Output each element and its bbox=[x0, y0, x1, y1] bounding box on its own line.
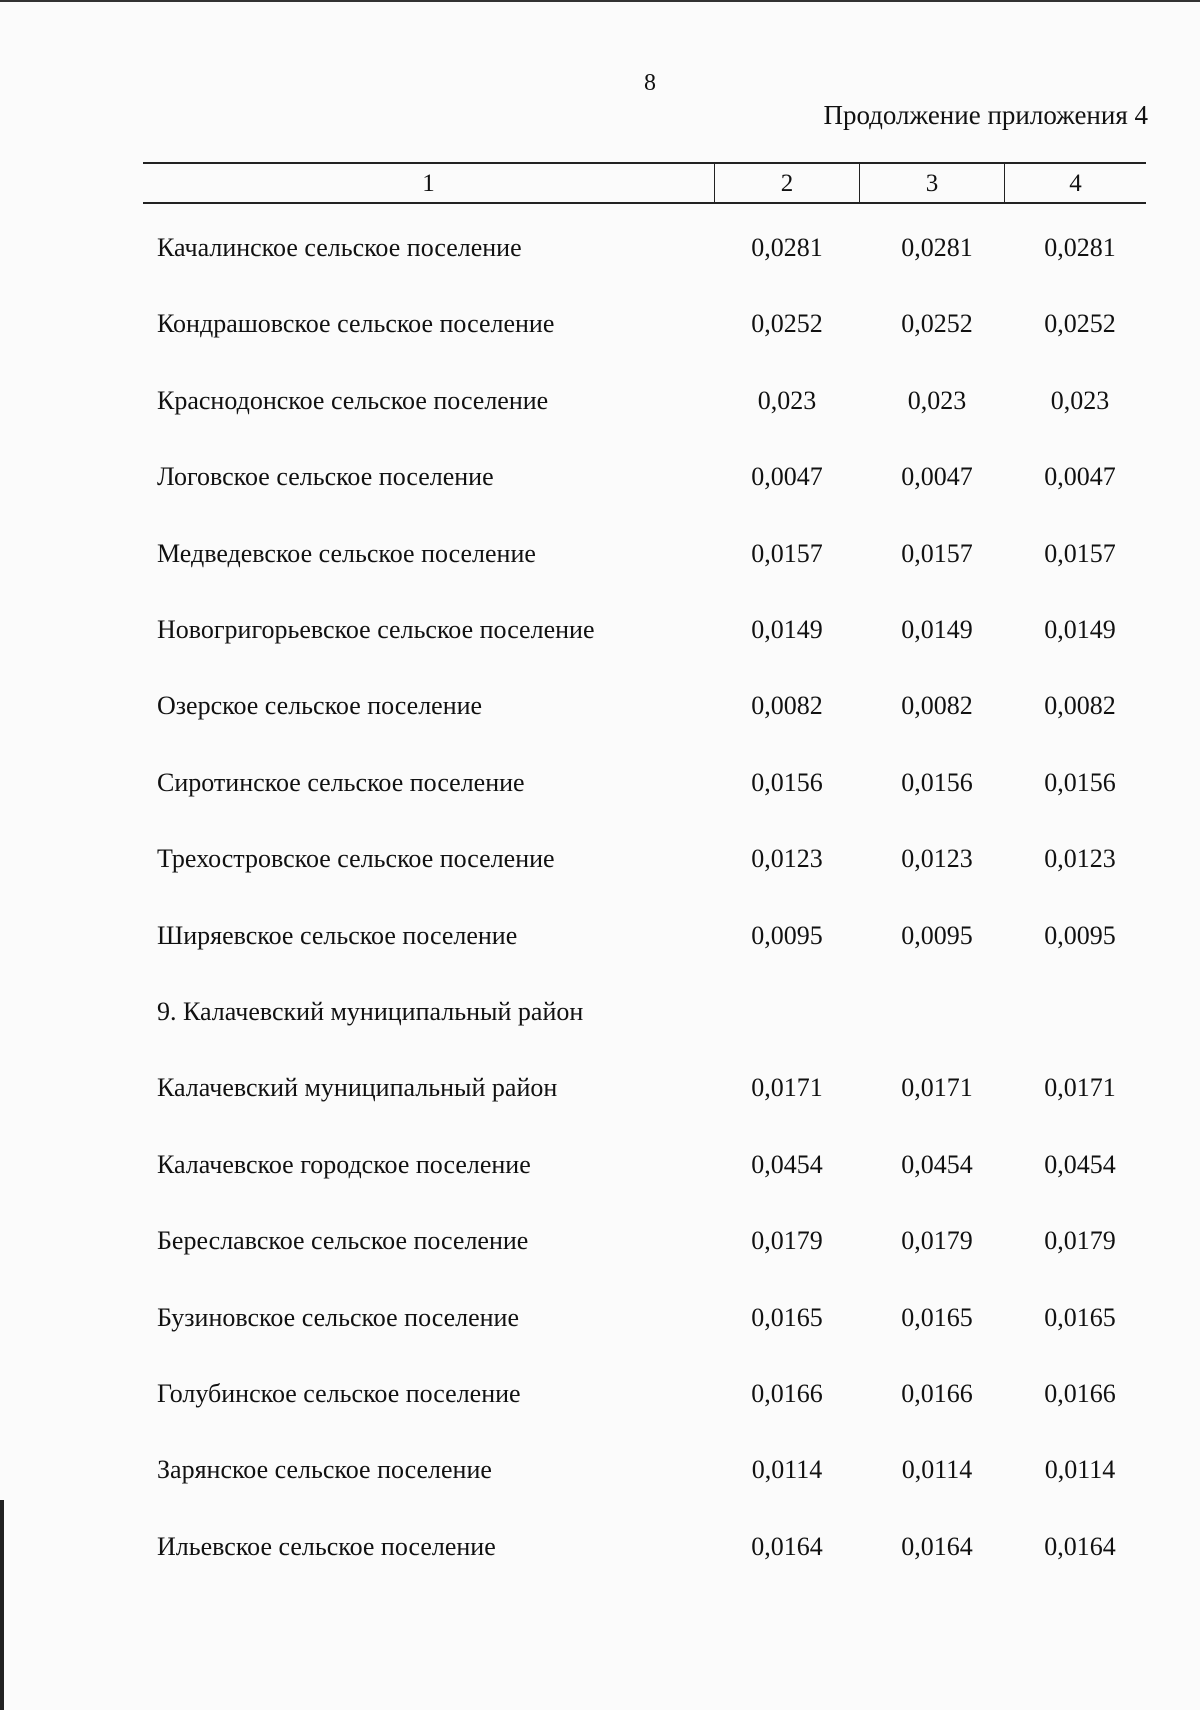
row-value-col-4: 0,0047 bbox=[1044, 462, 1116, 491]
table-row bbox=[0, 1150, 1200, 1190]
row-name: Озерское сельское поселение bbox=[157, 691, 483, 720]
row-name: Бузиновское сельское поселение bbox=[157, 1303, 519, 1332]
table-row bbox=[0, 691, 1200, 731]
table-row bbox=[0, 1532, 1200, 1572]
row-value-col-4: 0,0179 bbox=[1044, 1226, 1116, 1255]
row-value-col-2: 0,0166 bbox=[751, 1379, 823, 1408]
row-name: Ильевское сельское поселение bbox=[157, 1532, 496, 1561]
row-value-col-2: 0,0165 bbox=[751, 1303, 823, 1332]
row-value-col-4: 0,0281 bbox=[1044, 233, 1116, 262]
row-value-col-3: 0,0164 bbox=[901, 1532, 973, 1561]
table-row bbox=[0, 1303, 1200, 1343]
row-name: 9. Калачевский муниципальный район bbox=[157, 997, 584, 1026]
table-row bbox=[0, 462, 1200, 502]
row-name: Калачевское городское поселение bbox=[157, 1150, 531, 1179]
row-name: Зарянское сельское поселение bbox=[157, 1455, 492, 1484]
row-name: Трехостровское сельское поселение bbox=[157, 844, 555, 873]
table-header-col-3: 3 bbox=[860, 164, 1005, 202]
row-name: Качалинское сельское поселение bbox=[157, 233, 522, 262]
row-name: Ширяевское сельское поселение bbox=[157, 921, 518, 950]
row-value-col-4: 0,023 bbox=[1050, 386, 1110, 415]
table-row bbox=[0, 768, 1200, 808]
row-name: Береславское сельское поселение bbox=[157, 1226, 529, 1255]
row-value-col-3: 0,0179 bbox=[901, 1226, 973, 1255]
row-name: Сиротинское сельское поселение bbox=[157, 768, 525, 797]
row-value-col-2: 0,0281 bbox=[751, 233, 823, 262]
table-row bbox=[0, 1073, 1200, 1113]
table-row bbox=[0, 1455, 1200, 1495]
row-value-col-2: 0,0047 bbox=[751, 462, 823, 491]
row-value-col-3: 0,0095 bbox=[901, 921, 973, 950]
row-value-col-2: 0,0114 bbox=[751, 1455, 823, 1484]
row-value-col-3: 0,0157 bbox=[901, 539, 973, 568]
row-name: Краснодонское сельское поселение bbox=[157, 386, 549, 415]
row-value-col-3: 0,0165 bbox=[901, 1303, 973, 1332]
row-value-col-2: 0,0156 bbox=[751, 768, 823, 797]
row-value-col-3: 0,0149 bbox=[901, 615, 973, 644]
row-name: Медведевское сельское поселение bbox=[157, 539, 536, 568]
row-value-col-4: 0,0454 bbox=[1044, 1150, 1116, 1179]
row-value-col-4: 0,0149 bbox=[1044, 615, 1116, 644]
page-number: 8 bbox=[644, 70, 656, 96]
row-value-col-4: 0,0114 bbox=[1044, 1455, 1116, 1484]
row-value-col-2: 0,0157 bbox=[751, 539, 823, 568]
row-name: Логовское сельское поселение bbox=[157, 462, 494, 491]
row-name: Кондрашовское сельское поселение bbox=[157, 309, 555, 338]
table-row bbox=[0, 921, 1200, 961]
table-row bbox=[0, 386, 1200, 426]
row-value-col-4: 0,0164 bbox=[1044, 1532, 1116, 1561]
row-value-col-3: 0,0281 bbox=[901, 233, 973, 262]
scan-left-edge bbox=[0, 1500, 4, 1710]
row-value-col-2: 0,0082 bbox=[751, 691, 823, 720]
row-name: Калачевский муниципальный район bbox=[157, 1073, 558, 1102]
table-row bbox=[0, 615, 1200, 655]
row-name: Голубинское сельское поселение bbox=[157, 1379, 521, 1408]
row-value-col-4: 0,0166 bbox=[1044, 1379, 1116, 1408]
row-value-col-2: 0,0149 bbox=[751, 615, 823, 644]
row-value-col-3: 0,0171 bbox=[901, 1073, 973, 1102]
table-row bbox=[0, 233, 1200, 273]
row-value-col-4: 0,0157 bbox=[1044, 539, 1116, 568]
row-value-col-4: 0,0171 bbox=[1044, 1073, 1116, 1102]
row-value-col-3: 0,0252 bbox=[901, 309, 973, 338]
row-value-col-3: 0,0123 bbox=[901, 844, 973, 873]
row-value-col-3: 0,0156 bbox=[901, 768, 973, 797]
row-value-col-3: 0,0166 bbox=[901, 1379, 973, 1408]
table-row bbox=[0, 309, 1200, 349]
table-row bbox=[0, 997, 1200, 1037]
row-name: Новогригорьевское сельское поселение bbox=[157, 615, 595, 644]
row-value-col-3: 0,0047 bbox=[901, 462, 973, 491]
appendix-continuation-note: Продолжение приложения 4 bbox=[823, 100, 1148, 130]
row-value-col-3: 0,0114 bbox=[901, 1455, 973, 1484]
row-value-col-2: 0,0095 bbox=[751, 921, 823, 950]
row-value-col-2: 0,0171 bbox=[751, 1073, 823, 1102]
row-value-col-3: 0,0454 bbox=[901, 1150, 973, 1179]
row-value-col-2: 0,0252 bbox=[751, 309, 823, 338]
row-value-col-4: 0,0095 bbox=[1044, 921, 1116, 950]
row-value-col-2: 0,0123 bbox=[751, 844, 823, 873]
table-header-col-2: 2 bbox=[715, 164, 860, 202]
table-row bbox=[0, 1226, 1200, 1266]
table-header-col-4: 4 bbox=[1069, 170, 1082, 197]
row-value-col-4: 0,0156 bbox=[1044, 768, 1116, 797]
table-row bbox=[0, 1379, 1200, 1419]
row-value-col-3: 0,023 bbox=[907, 386, 967, 415]
row-value-col-4: 0,0252 bbox=[1044, 309, 1116, 338]
table-row bbox=[0, 539, 1200, 579]
row-value-col-2: 0,023 bbox=[757, 386, 817, 415]
row-value-col-4: 0,0165 bbox=[1044, 1303, 1116, 1332]
table-header-col-1: 1 bbox=[143, 164, 715, 202]
row-value-col-4: 0,0082 bbox=[1044, 691, 1116, 720]
row-value-col-3: 0,0082 bbox=[901, 691, 973, 720]
table-row bbox=[0, 844, 1200, 884]
row-value-col-4: 0,0123 bbox=[1044, 844, 1116, 873]
row-value-col-2: 0,0179 bbox=[751, 1226, 823, 1255]
row-value-col-2: 0,0164 bbox=[751, 1532, 823, 1561]
row-value-col-2: 0,0454 bbox=[751, 1150, 823, 1179]
